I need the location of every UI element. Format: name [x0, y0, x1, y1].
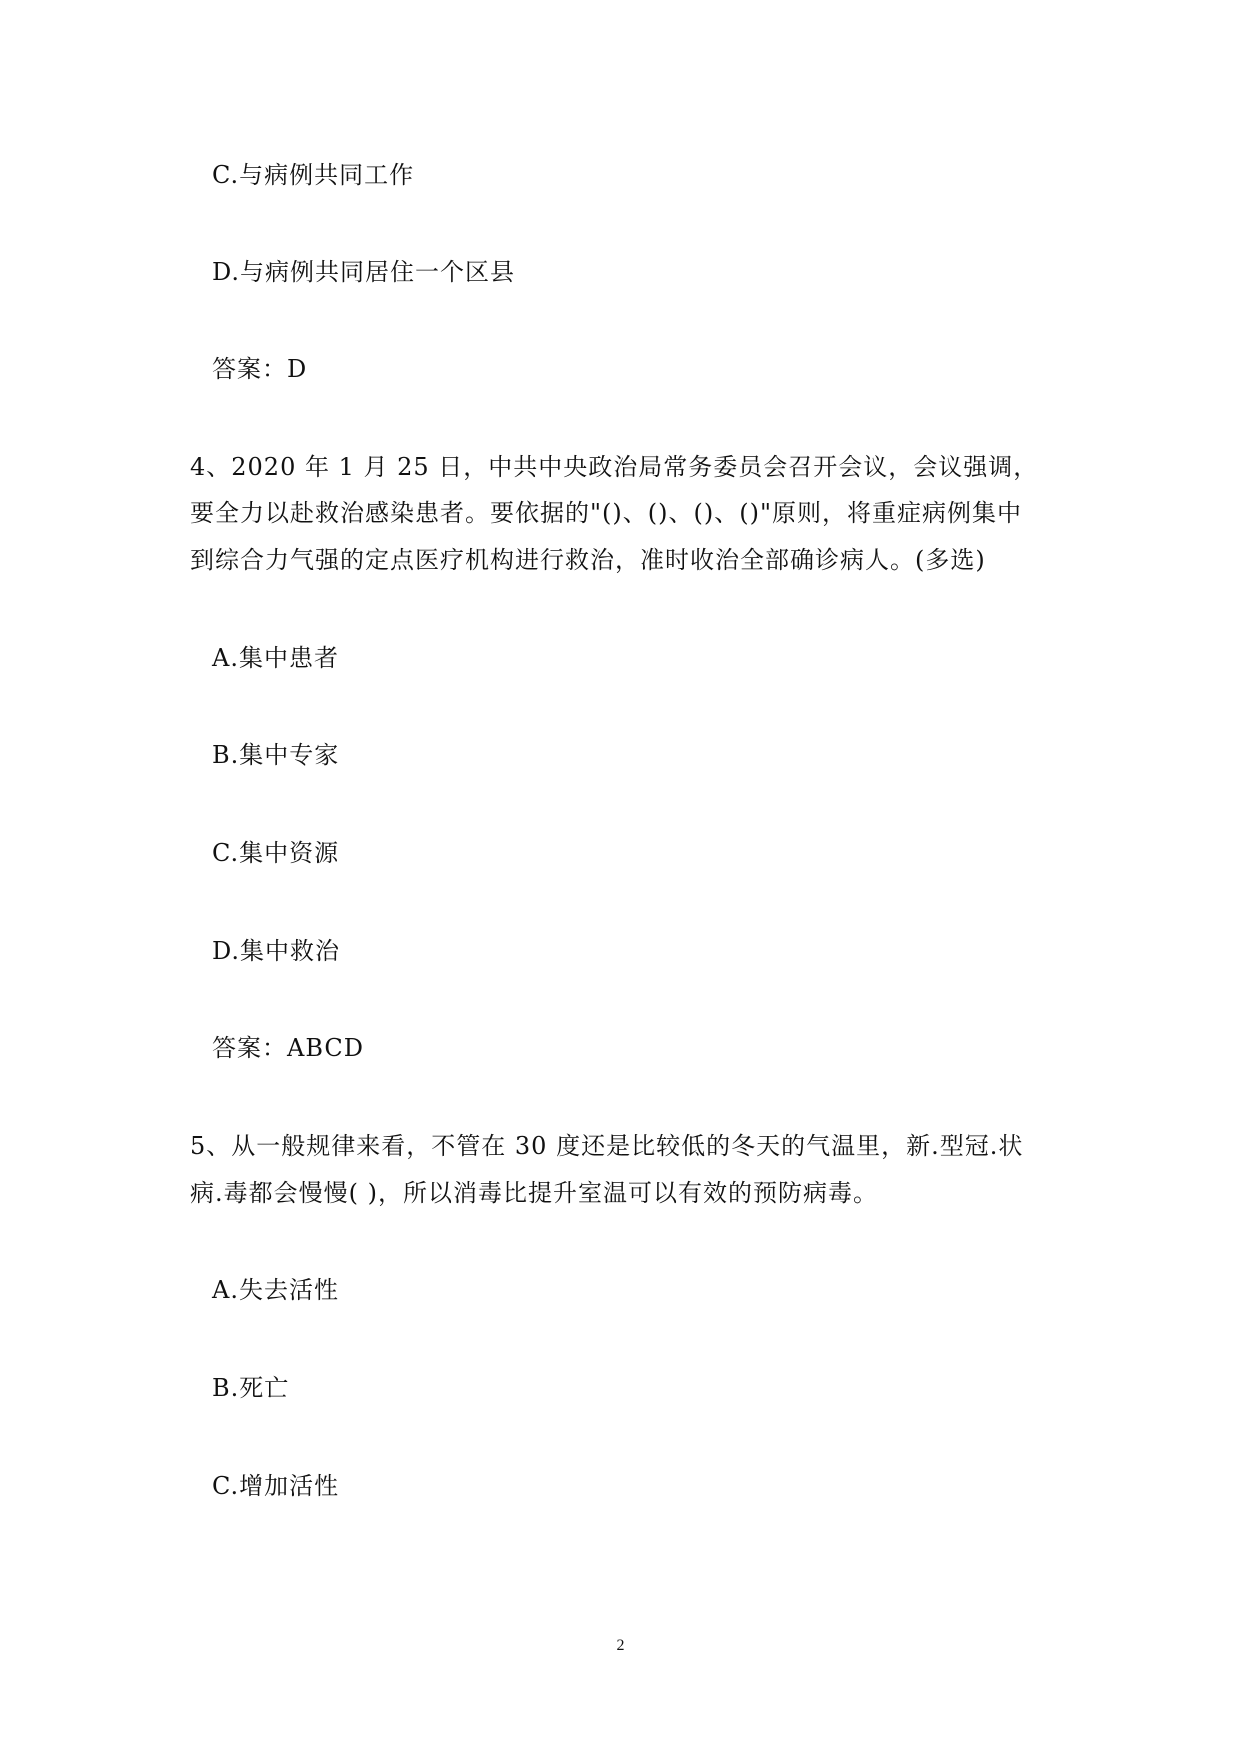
- page-number: 2: [616, 1637, 625, 1654]
- q4-option-a: A.集中患者: [212, 644, 339, 672]
- q4-option-c: C.集中资源: [212, 839, 340, 867]
- q3-option-c: C.与病例共同工作: [212, 161, 415, 189]
- q3-option-d: D.与病例共同居住一个区县: [212, 258, 516, 286]
- q4-text-line-2: 要全力以赴救治感染患者。要依据的"()、()、()、()"原则，将重症病例集中: [190, 499, 1022, 527]
- q5-text-line-2: 病.毒都会慢慢( )，所以消毒比提升室温可以有效的预防病毒。: [190, 1179, 878, 1207]
- q5-option-b: B.死亡: [212, 1374, 290, 1402]
- q4-text-line-3: 到综合力气强的定点医疗机构进行救治，准时收治全部确诊病人。(多选): [190, 546, 986, 574]
- q3-answer: 答案：D: [212, 355, 308, 383]
- q4-option-b: B.集中专家: [212, 741, 340, 769]
- q4-text-line-1: 4、2020 年 1 月 25 日，中共中央政治局常务委员会召开会议，会议强调，: [190, 453, 1039, 481]
- q5-option-a: A.失去活性: [212, 1276, 339, 1304]
- q4-option-d: D.集中救治: [212, 937, 341, 965]
- q5-option-c: C.增加活性: [212, 1472, 340, 1500]
- q4-answer: 答案：ABCD: [212, 1034, 365, 1062]
- q5-text-line-1: 5、从一般规律来看，不管在 30 度还是比较低的冬天的气温里，新.型冠.状: [190, 1132, 1024, 1160]
